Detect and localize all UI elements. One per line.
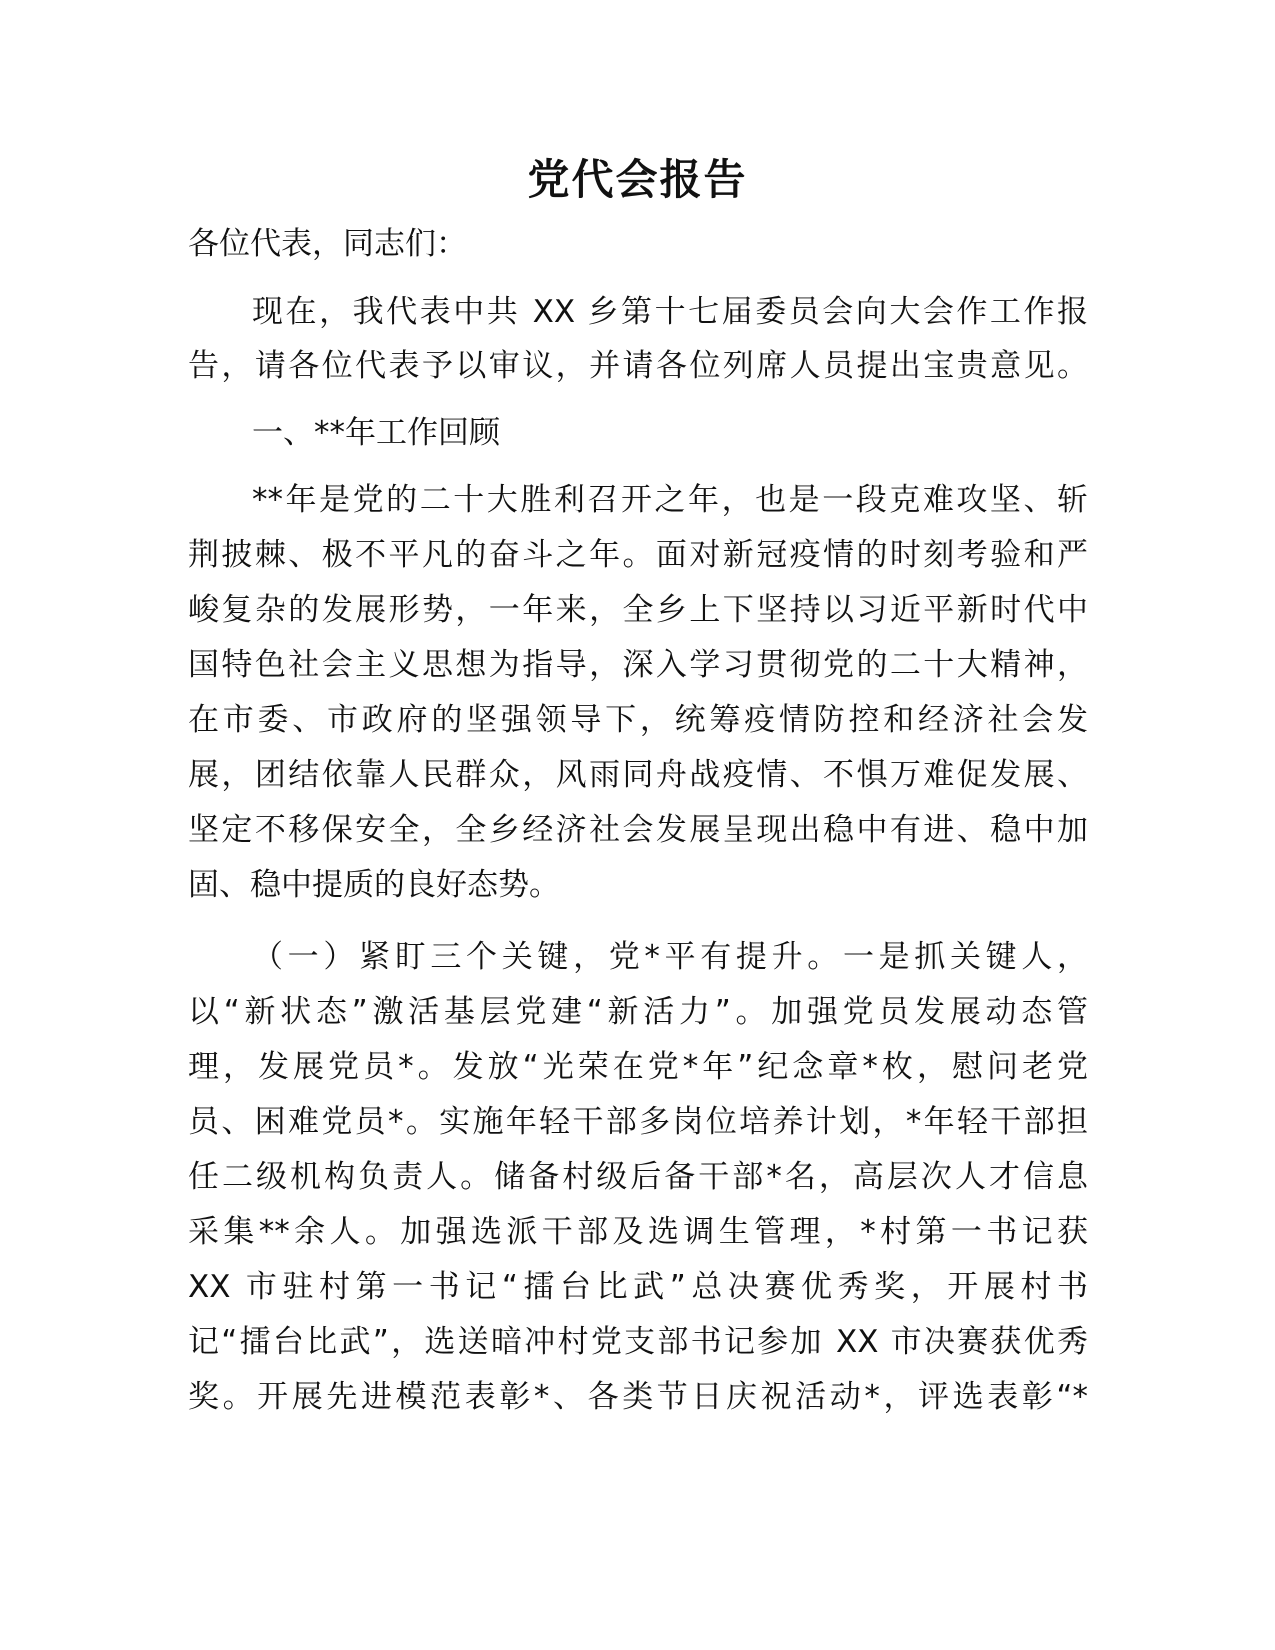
- paragraph-line: 任二级机构负责人。储备村级后备干部*名，高层次人才信息: [188, 1159, 1088, 1195]
- paragraph-line: 采集**余人。加强选派干部及选调生管理，*村第一书记获: [188, 1214, 1088, 1250]
- paragraph-line: 在市委、市政府的坚强领导下，统筹疫情防控和经济社会发: [188, 702, 1088, 738]
- paragraph-line: 告，请各位代表予以审议，并请各位列席人员提出宝贵意见。: [188, 348, 1088, 384]
- document-title: 党代会报告: [527, 155, 748, 204]
- paragraph-line: 荆披棘、极不平凡的奋斗之年。面对新冠疫情的时刻考验和严: [188, 537, 1088, 573]
- paragraph-line: 固、稳中提质的良好态势。: [188, 867, 560, 903]
- salutation: 各位代表，同志们：: [188, 226, 467, 262]
- paragraph-line: 峻复杂的发展形势，一年来，全乡上下坚持以习近平新时代中: [188, 592, 1088, 628]
- paragraph-line: 员、困难党员*。实施年轻干部多岗位培养计划，*年轻干部担: [188, 1104, 1088, 1140]
- section-heading: 一、**年工作回顾: [252, 415, 500, 451]
- paragraph-line: 以“新状态”激活基层党建“新活力”。加强党员发展动态管: [188, 994, 1088, 1030]
- paragraph-line: 国特色社会主义思想为指导，深入学习贯彻党的二十大精神，: [188, 647, 1088, 683]
- paragraph-line: 展，团结依靠人民群众，风雨同舟战疫情、不惧万难促发展、: [188, 757, 1088, 793]
- paragraph-line: XX 市驻村第一书记“擂台比武”总决赛优秀奖，开展村书: [188, 1269, 1088, 1305]
- paragraph-line: （一）紧盯三个关键，党*平有提升。一是抓关键人，: [252, 939, 1088, 975]
- paragraph-line: 记“擂台比武”，选送暗冲村党支部书记参加 XX 市决赛获优秀: [188, 1324, 1088, 1360]
- paragraph-line: 奖。开展先进模范表彰*、各类节日庆祝活动*，评选表彰“*: [188, 1379, 1088, 1415]
- paragraph-line: 理，发展党员*。发放“光荣在党*年”纪念章*枚，慰问老党: [188, 1049, 1088, 1085]
- paragraph-line: 现在，我代表中共 XX 乡第十七届委员会向大会作工作报: [252, 294, 1088, 330]
- paragraph-line: 坚定不移保安全，全乡经济社会发展呈现出稳中有进、稳中加: [188, 812, 1088, 848]
- paragraph-line: **年是党的二十大胜利召开之年，也是一段克难攻坚、斩: [252, 482, 1088, 518]
